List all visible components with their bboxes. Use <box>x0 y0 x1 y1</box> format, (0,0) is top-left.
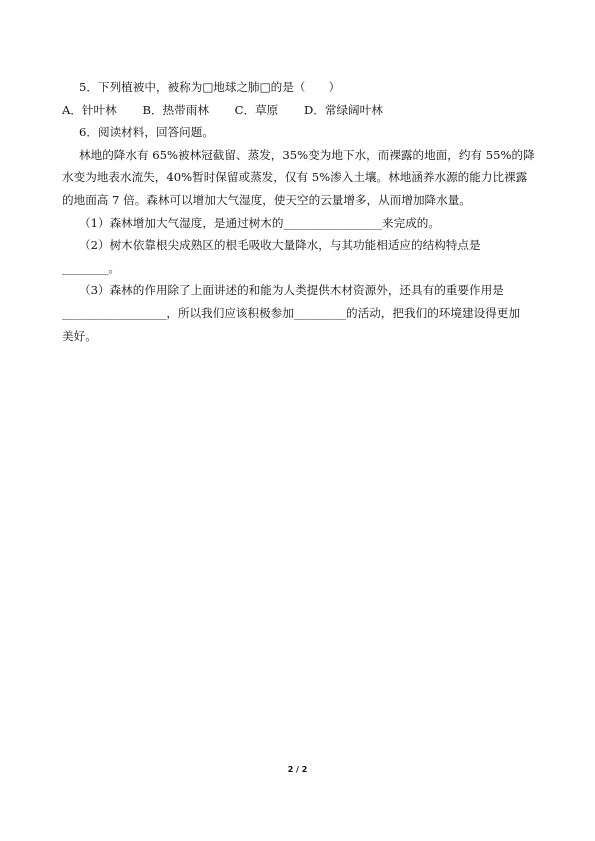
sub-question-1: （1）森林增加大气湿度，是通过树木的_________________来完成的。 <box>79 215 440 230</box>
question-5-options <box>62 99 544 122</box>
question-6-stem: 6．阅读材料，回答问题。 <box>79 125 214 140</box>
passage-line-2: 水变为地表水流失，40%暂时保留或蒸发，仅有 5%渗入土壤。林地涵养水源的能力比裸露 <box>62 170 528 185</box>
sub-question-3-line-3: 美好。 <box>62 328 97 343</box>
option-c: C．草原 <box>234 102 279 117</box>
sub-question-3-line-1: （3）森林的作用除了上面讲述的和能为人类提供木材资源外，还具有的重要作用是 <box>79 283 504 298</box>
passage-line-1: 林地的降水有 65%被林冠截留、蒸发，35%变为地下水，而裸露的地面，约有 55%的降 <box>79 147 535 162</box>
option-a: A．针叶林 <box>62 102 117 117</box>
option-d: D．常绿阔叶林 <box>303 102 383 117</box>
sub-question-2-line-1: （2）树木依靠根尖成熟区的根毛吸收大量降水，与其功能相适应的结构特点是 <box>79 238 481 253</box>
page-number: 2 / 2 <box>287 765 308 774</box>
page-content <box>62 76 544 347</box>
passage-line-3: 的地面高 7 倍。森林可以增加大气湿度，使天空的云量增多，从而增加降水量。 <box>62 192 471 207</box>
sub-question-2-line-2: ________。 <box>62 260 120 275</box>
question-5-stem: 5．下列植被中，被称为□地球之肺□的是（ ） <box>79 80 341 94</box>
sub-question-3-line-2: __________________，所以我们应该积极参加_________的活动，把我们的环境建设得更加 <box>62 305 520 320</box>
option-b: B．热带雨林 <box>142 102 209 117</box>
